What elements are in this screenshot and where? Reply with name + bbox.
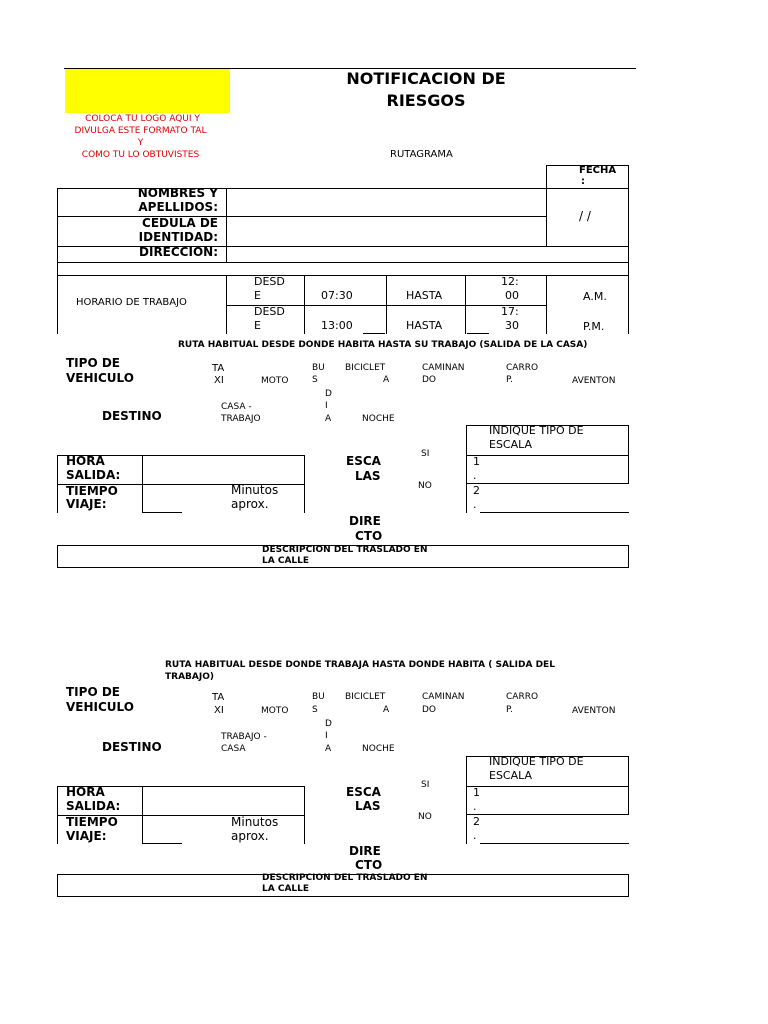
tipo-label-2: VEHICULO	[66, 371, 134, 385]
escala-field-2[interactable]	[482, 486, 626, 510]
hora2-salida-field[interactable]	[144, 788, 302, 814]
cedula-label-2: IDENTIDAD:	[138, 230, 218, 244]
horario-label: HORARIO DE TRABAJO	[76, 297, 187, 308]
destino-value-1: CASA -	[221, 402, 252, 412]
indique-label-2: ESCALA	[489, 438, 533, 451]
cedula-field[interactable]	[228, 218, 544, 244]
escalas2-label-1: ESCA	[346, 785, 381, 799]
nombres-label-2: APELLIDOS:	[138, 200, 218, 214]
opt-aventon[interactable]: AVENTON	[572, 376, 616, 386]
opt-moto[interactable]: MOTO	[261, 376, 289, 386]
logo-note-3: Y	[137, 138, 144, 148]
escala2-field-1[interactable]	[482, 789, 626, 813]
logo-placeholder	[65, 69, 230, 113]
opt2-bus-2[interactable]: S	[312, 705, 318, 715]
destino2-value-1: TRABAJO -	[221, 732, 267, 742]
opt2-taxi-1[interactable]: TA	[212, 692, 225, 703]
hora-salida-field[interactable]	[144, 457, 302, 483]
end-time-1a[interactable]: 12:	[501, 275, 519, 288]
opt-bici-1[interactable]: BICICLET	[345, 363, 386, 373]
desde-1b: E	[254, 289, 261, 302]
nombres-label-1: NOMBRES Y	[137, 186, 218, 200]
am-label: A.M.	[583, 290, 607, 303]
minutos-label-2: aprox.	[231, 497, 269, 511]
destino2-value-2: CASA	[221, 744, 246, 754]
direccion-label: DIRECCION:	[139, 245, 218, 259]
minutos2-label-1: Minutos	[231, 815, 279, 829]
descripcion2-label-1: DESCRIPCION DEL TRASLADO EN	[262, 873, 428, 883]
pm-label: P.M.	[583, 320, 605, 333]
opt-si[interactable]: SI	[421, 449, 430, 459]
desde-2a: DESD	[254, 305, 285, 318]
tipo-label-1: TIPO DE	[66, 356, 120, 370]
opt-carro-1[interactable]: CARRO	[506, 363, 539, 373]
section2-heading-2: TRABAJO)	[165, 672, 214, 682]
fecha-value[interactable]: / /	[579, 209, 591, 223]
opt2-dia-2[interactable]: I	[325, 731, 328, 741]
opt-dia-1[interactable]: D	[325, 389, 332, 399]
opt-bus-1[interactable]: BU	[312, 363, 325, 373]
indique2-label-1: INDIQUE TIPO DE	[489, 755, 584, 768]
opt-carro-2[interactable]: P.	[506, 375, 513, 385]
fecha-label: FECHA	[579, 165, 617, 176]
opt2-bus-1[interactable]: BU	[312, 692, 325, 702]
opt-taxi-2[interactable]: XI	[214, 375, 224, 386]
tiempo-label-1: TIEMPO	[66, 484, 118, 498]
opt2-no[interactable]: NO	[418, 812, 432, 822]
escala-num-2a: 2	[473, 484, 480, 497]
direccion-field[interactable]	[228, 248, 626, 261]
start-time-2[interactable]: 13:00	[321, 319, 353, 332]
hasta-2: HASTA	[406, 319, 443, 332]
opt2-si[interactable]: SI	[421, 780, 430, 790]
opt2-bici-2[interactable]: A	[383, 705, 390, 715]
escala2-num-2a: 2	[473, 815, 480, 828]
indique-label-1: INDIQUE TIPO DE	[489, 424, 584, 437]
opt2-dia-1[interactable]: D	[325, 719, 332, 729]
escala-field-1[interactable]	[482, 458, 626, 482]
opt2-bici-1[interactable]: BICICLET	[345, 692, 386, 702]
escalas-label-1: ESCA	[346, 454, 381, 468]
opt2-carro-2[interactable]: P.	[506, 705, 513, 715]
opt2-carro-1[interactable]: CARRO	[506, 692, 539, 702]
logo-note-2: DIVULGA ESTE FORMATO TAL	[74, 126, 207, 136]
destino-value-2: TRABAJO	[221, 414, 261, 424]
hasta-1: HASTA	[406, 289, 443, 302]
opt-caminando-1[interactable]: CAMINAN	[422, 363, 465, 373]
escala-num-1b: .	[473, 469, 477, 482]
end-time-2b[interactable]: 30	[505, 319, 519, 332]
logo-note-4: COMO TU LO OBTUVISTES	[81, 150, 200, 160]
hora-label-2: SALIDA:	[66, 468, 121, 482]
minutos2-label-2: aprox.	[231, 829, 269, 843]
desde-1a: DESD	[254, 275, 285, 288]
opt2-caminando-1[interactable]: CAMINAN	[422, 692, 465, 702]
end-time-1b[interactable]: 00	[505, 289, 519, 302]
opt-bus-2[interactable]: S	[312, 375, 318, 385]
minutos-label-1: Minutos	[231, 483, 279, 497]
opt-taxi-1[interactable]: TA	[212, 363, 225, 374]
destino-label: DESTINO	[102, 409, 162, 423]
opt2-moto[interactable]: MOTO	[261, 706, 289, 716]
subtitle: RUTAGRAMA	[390, 149, 453, 160]
logo-note-1: COLOCA TU LOGO AQUI Y	[85, 114, 200, 124]
escala2-field-2[interactable]	[482, 817, 626, 841]
opt2-noche[interactable]: NOCHE	[362, 744, 395, 754]
opt-dia-3[interactable]: A	[325, 414, 332, 424]
opt2-aventon[interactable]: AVENTON	[572, 706, 616, 716]
hora2-label-2: SALIDA:	[66, 799, 121, 813]
directo-label-1: DIRE	[349, 514, 381, 528]
tipo2-label-1: TIPO DE	[66, 685, 120, 699]
desde-2b: E	[254, 319, 261, 332]
escala2-num-1b: .	[473, 800, 477, 813]
escala-num-1a: 1	[473, 455, 480, 468]
opt2-taxi-2[interactable]: XI	[214, 705, 224, 716]
section1-heading: RUTA HABITUAL DESDE DONDE HABITA HASTA SU TRABAJO (SALIDA DE LA CASA)	[178, 340, 588, 350]
page-title-line1: NOTIFICACION DE	[346, 69, 506, 88]
fecha-colon: :	[581, 176, 585, 187]
indique2-label-2: ESCALA	[489, 769, 533, 782]
descripcion-label-1: DESCRIPCION DEL TRASLADO EN	[262, 545, 428, 555]
tipo2-label-2: VEHICULO	[66, 700, 134, 714]
tiempo2-label-1: TIEMPO	[66, 815, 118, 829]
page-title-line2: RIESGOS	[386, 91, 466, 110]
descripcion2-label-2: LA CALLE	[262, 884, 310, 894]
hora-label-1: HORA	[66, 454, 105, 468]
destino2-label: DESTINO	[102, 740, 162, 754]
escalas2-label-2: LAS	[355, 799, 381, 813]
opt2-dia-3[interactable]: A	[325, 744, 332, 754]
tiempo-label-2: VIAJE:	[66, 497, 107, 511]
descripcion-label-2: LA CALLE	[262, 556, 310, 566]
escalas-label-2: LAS	[355, 469, 381, 483]
hora2-label-1: HORA	[66, 785, 105, 799]
start-time-1[interactable]: 07:30	[321, 289, 353, 302]
opt-no[interactable]: NO	[418, 481, 432, 491]
opt-caminando-2[interactable]: DO	[422, 375, 437, 385]
opt-noche[interactable]: NOCHE	[362, 414, 395, 424]
section2-heading-1: RUTA HABITUAL DESDE DONDE TRABAJA HASTA DONDE HABITA ( SALIDA DEL	[165, 660, 555, 670]
nombres-field[interactable]	[228, 190, 544, 214]
directo2-label-2: CTO	[355, 858, 383, 872]
directo2-label-1: DIRE	[349, 844, 381, 858]
escala2-num-2b: .	[473, 829, 477, 842]
opt-dia-2[interactable]: I	[325, 401, 328, 411]
escala2-num-1a: 1	[473, 786, 480, 799]
opt-bici-2[interactable]: A	[383, 375, 390, 385]
cedula-label-1: CEDULA DE	[142, 216, 218, 230]
end-time-2a[interactable]: 17:	[501, 305, 519, 318]
directo-label-2: CTO	[355, 529, 383, 543]
tiempo2-label-2: VIAJE:	[66, 829, 107, 843]
escala-num-2b: .	[473, 498, 477, 511]
opt2-caminando-2[interactable]: DO	[422, 705, 437, 715]
